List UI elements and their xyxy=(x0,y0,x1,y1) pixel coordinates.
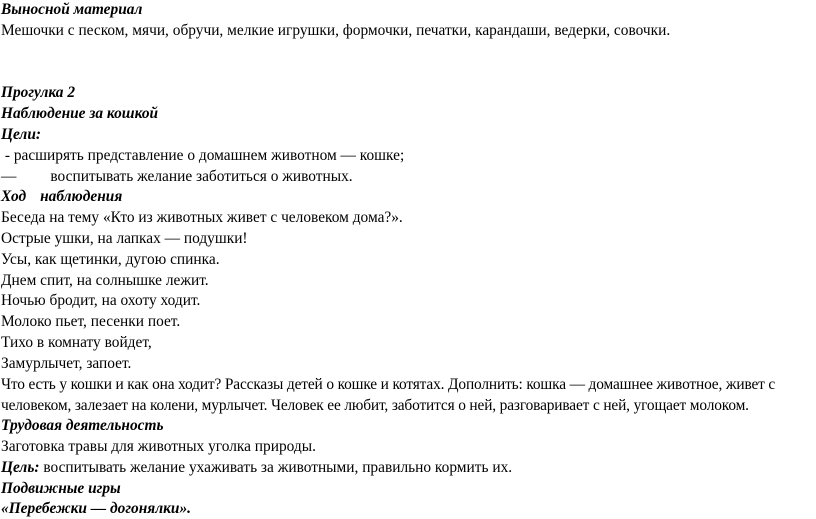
poem-line-6: Тихо в комнату войдет, xyxy=(1,334,152,351)
question-paragraph: Что есть у кошки и как она ходит? Рассказы детей о кошке и котятах. Дополнить: кошка — домашнее животное, живет с человеком, залезает на колени, мурлычет. Человек ее любит, заботится о ней, разговаривает с ней, угощает молоком. xyxy=(1,376,776,414)
walk-subtitle: Наблюдение за кошкой xyxy=(1,105,159,122)
goal-item-2-marker: — xyxy=(1,168,17,185)
game-title: «Перебежки — догонялки». xyxy=(1,500,192,517)
games-heading: Подвижные игры xyxy=(1,480,121,497)
goal-item-2-text: воспитывать желание заботиться о животных. xyxy=(50,168,353,185)
progress-heading-word-2: наблюдения xyxy=(40,188,123,205)
labor-goal-label: Цель: xyxy=(1,459,40,476)
materials-text: Мешочки с песком, мячи, обручи, мелкие игрушки, формочки, печатки, карандаши, ведерки, совочки. xyxy=(1,22,671,39)
poem-line-5: Молоко пьет, песенки поет. xyxy=(1,313,181,330)
labor-goal xyxy=(1,458,512,478)
labor-heading: Трудовая деятельность xyxy=(1,417,164,434)
materials-heading: Выносной материал xyxy=(1,1,143,18)
labor-goal-text: воспитывать желание ухаживать за животными, правильно кормить их. xyxy=(39,459,513,476)
goal-item-2 xyxy=(1,167,353,187)
poem-line-2: Усы, как щетинки, дугою спинка. xyxy=(1,251,220,268)
goal-item-1-text: расширять представление о домашнем животном — кошке; xyxy=(13,147,405,164)
poem-line-4: Ночью бродит, на охоту ходит. xyxy=(1,292,201,309)
progress-heading xyxy=(1,187,122,207)
poem-line-3: Днем спит, на солнышке лежит. xyxy=(1,272,209,289)
labor-text: Заготовка травы для животных уголка природы. xyxy=(1,438,316,455)
progress-heading-word-1: Ход xyxy=(1,188,27,205)
walk-title: Прогулка 2 xyxy=(1,84,76,101)
poem-line-1: Острые ушки, на лапках — подушки! xyxy=(1,230,248,247)
poem-line-7: Замурлычет, запоет. xyxy=(1,355,132,372)
goal-item-1-marker: - xyxy=(1,147,14,164)
goals-heading: Цели: xyxy=(1,126,42,143)
conversation-text: Беседа на тему «Кто из животных живет с человеком дома?». xyxy=(1,209,403,226)
goal-item-1 xyxy=(1,146,404,166)
